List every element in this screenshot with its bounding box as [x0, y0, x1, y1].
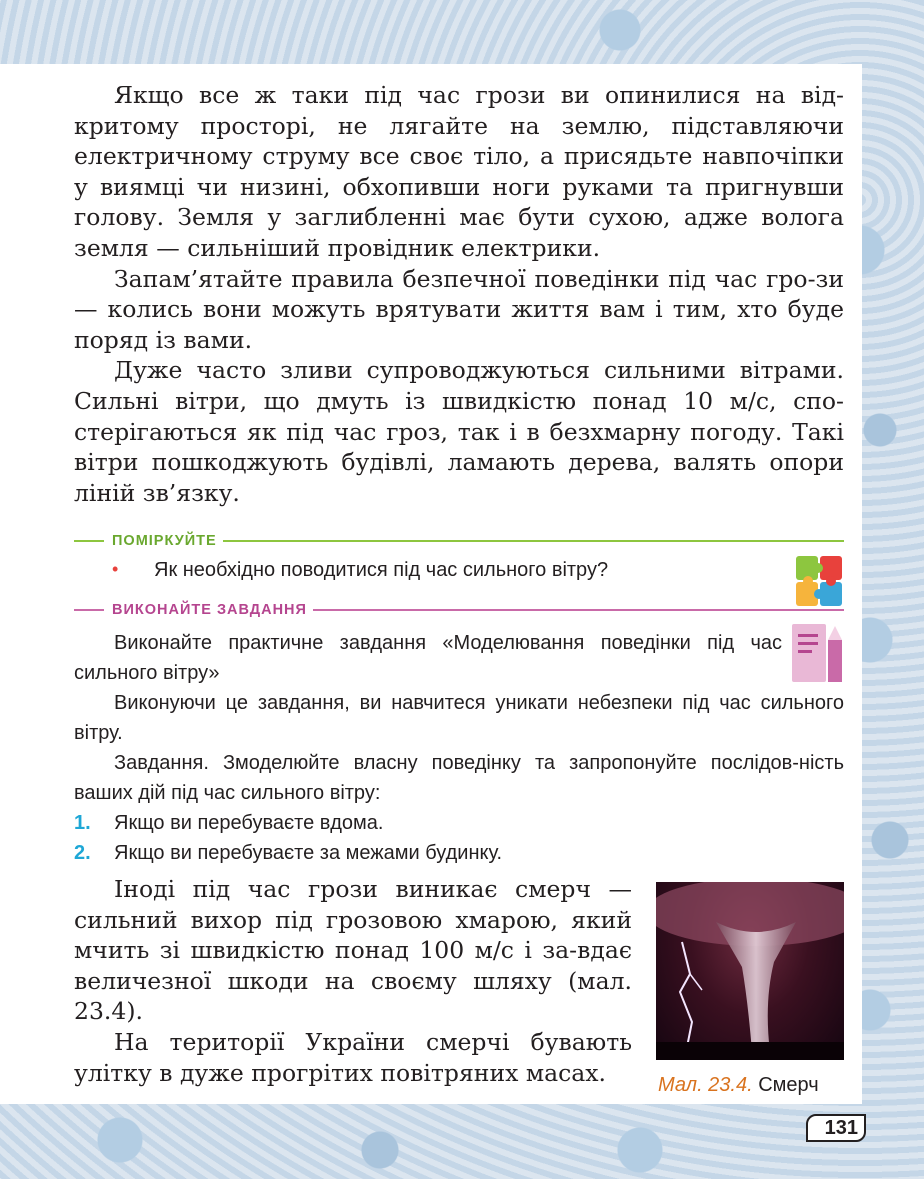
body-text-bottom [74, 874, 632, 1088]
figure-label: Мал. 23.4. [658, 1074, 753, 1096]
task-paragraph: Завдання. Змоделюйте власну поведінку та запропонуйте послідов-ність ваших дій під час сильного вітру: [74, 752, 844, 804]
notebook-pencil-icon [792, 624, 844, 684]
list-number: 1. [74, 812, 91, 834]
tornado-photo [656, 882, 844, 1060]
bullet-icon: • [112, 559, 119, 579]
task-section-header [74, 600, 844, 620]
paragraph: Якщо все ж таки під час грози ви опинилися на від-критому просторі, не лягайте на землю, підставляючи електричному струму все своє тіло, а присядьте навпочіпки у виямці чи низині, обхопивши ноги руками та пригнувши голову. Земля у заглибленні має бути сухою, адже волога земля — сильніший провідник електрики. [74, 81, 844, 262]
think-section-header [74, 531, 844, 551]
task-section-title: ВИКОНАЙТЕ ЗАВДАННЯ [112, 602, 307, 618]
paragraph: Іноді під час грози виникає смерч — сильний вихор під грозовою хмарою, який мчить зі швидкістю понад 100 м/с і за-вдає величезної шкоди на своєму шляху (мал. 23.4). [74, 875, 632, 1026]
task-paragraph: Виконуючи це завдання, ви навчитеся уникати небезпеки під час сильного вітру. [74, 692, 844, 744]
page-number: 131 [806, 1114, 866, 1142]
task-text-2 [74, 688, 844, 808]
body-text-top [74, 80, 844, 508]
think-section-title: ПОМІРКУЙТЕ [112, 533, 217, 549]
task-text-1 [74, 628, 782, 688]
figure-caption [658, 1074, 819, 1097]
paragraph: На території України смерчі бувають улітку в дуже прогрітих повітряних масах. [74, 1027, 632, 1087]
figure-name: Смерч [758, 1074, 819, 1096]
list-text: Якщо ви перебуваєте за межами будинку. [114, 842, 503, 864]
task-paragraph: Виконайте практичне завдання «Моделювання поведінки під час сильного вітру» [74, 632, 782, 684]
paragraph: Запам’ятайте правила безпечної поведінки під час гро-зи — колись вони можуть врятувати життя вам і тим, хто буде поряд із вами. [74, 264, 844, 354]
think-question-text: Як необхідно поводитися під час сильного вітру? [154, 559, 609, 581]
paragraph: Дуже часто зливи супроводжуються сильними вітрами. Сильні вітри, що дмуть із швидкістю понад 10 м/с, спо-стерігаються як під час гроз, так і в безхмарну погоду. Такі вітри пошкоджують будівлі, ламають дерева, валять опори ліній зв’язку. [74, 356, 844, 507]
list-text: Якщо ви перебуваєте вдома. [114, 812, 384, 834]
list-number: 2. [74, 842, 91, 864]
